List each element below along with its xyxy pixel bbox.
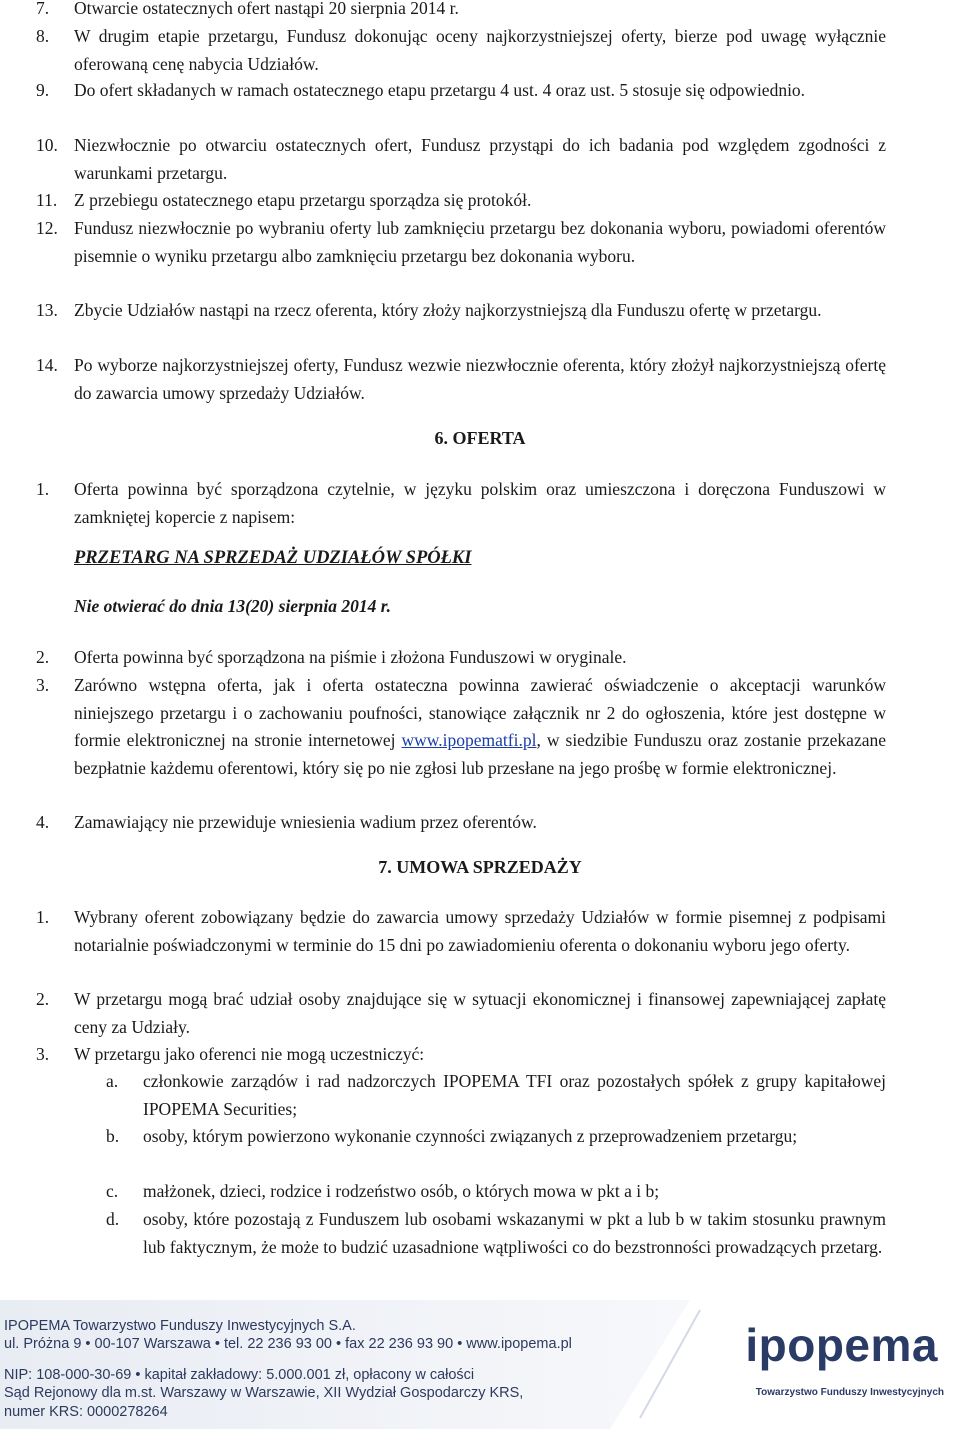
ipopematfi-link[interactable]: www.ipopematfi.pl: [401, 730, 537, 750]
footer-krs: numer KRS: 0000278264: [4, 1404, 168, 1420]
sub-list-item: c. małżonek, dzieci, rodzice i rodzeństwo osób, o których mowa w pkt a i b;: [106, 1181, 660, 1201]
footer-nip: NIP: 108-000-30-69 • kapitał zakładowy: 5.000.001 zł, opłacony w całości: [4, 1367, 475, 1383]
list-item: 13. Zbycie Udziałów nastąpi na rzecz oferenta, który złoży najkorzystniejszą dla Funduszu ofertę w przetargu.: [36, 300, 822, 320]
list-item: 2. W przetargu mogą brać udział osoby znajdujące się w sytuacji ekonomicznej i finansowej zapewniającej zapłatę ceny za Udziały.: [36, 989, 886, 1037]
list-item: 7. Otwarcie ostatecznych ofert nastąpi 20 sierpnia 2014 r.: [36, 0, 459, 18]
sub-list-item: b. osoby, którym powierzono wykonanie czynności związanych z przeprowadzeniem przetargu;: [106, 1126, 798, 1146]
sub-list-item: a. członkowie zarządów i rad nadzorczych IPOPEMA TFI oraz pozostałych spółek z grupy kapitałowej IPOPEMA Securities;: [106, 1071, 886, 1119]
footer-court: Sąd Rejonowy dla m.st. Warszawy w Warszawie, XII Wydział Gospodarczy KRS,: [4, 1385, 524, 1401]
envelope-title: PRZETARG NA SPRZEDAŻ UDZIAŁÓW SPÓŁKI: [74, 548, 472, 568]
list-item: 2. Oferta powinna być sporządzona na piśmie i złożona Funduszowi w oryginale.: [36, 647, 627, 667]
list-item: 9. Do ofert składanych w ramach ostatecznego etapu przetargu 4 ust. 4 oraz ust. 5 stosuje się odpowiednio.: [36, 80, 806, 100]
sub-list-item: d. osoby, które pozostają z Funduszem lub osobami wskazanymi w pkt a lub b w takim stosunku prawnym lub faktycznym, że może to budzić uzasadnione wątpliwości co do bezstronności prowadzących przetarg.: [106, 1209, 886, 1257]
logo-tagline: Towarzystwo Funduszy Inwestycyjnych: [755, 1387, 944, 1398]
list-item: 8. W drugim etapie przetargu, Fundusz dokonując oceny najkorzystniejszej oferty, bierze pod uwagę wyłącznie oferowaną cenę nabycia Udziałów.: [36, 26, 886, 74]
section-7-heading: 7. UMOWA SPRZEDAŻY: [378, 857, 582, 877]
list-item: 4. Zamawiający nie przewiduje wniesienia wadium przez oferentów.: [36, 812, 537, 832]
list-item: 3. W przetargu jako oferenci nie mogą uczestniczyć:: [36, 1044, 425, 1064]
list-item: 14. Po wyborze najkorzystniejszej oferty, Fundusz wezwie niezwłocznie oferenta, który złożył najkorzystniejszą ofertę do zawarcia umowy sprzedaży Udziałów.: [36, 355, 886, 403]
list-item: 1. Wybrany oferent zobowiązany będzie do zawarcia umowy sprzedaży Udziałów w formie pisemnej z podpisami notarialnie poświadczonymi w terminie do 15 dni po zawiadomieniu oferenta o dokonaniu wyboru jego oferty.: [36, 907, 886, 955]
list-item: 1. Oferta powinna być sporządzona czytelnie, w języku polskim oraz umieszczona i doręczona Funduszowi w zamkniętej kopercie z napisem:: [36, 479, 886, 527]
footer-address: ul. Próżna 9 • 00-107 Warszawa • tel. 22 236 93 00 • fax 22 236 93 90 • www.ipopema.pl: [4, 1336, 572, 1352]
list-item: 12. Fundusz niezwłocznie po wybraniu oferty lub zamknięciu przetargu bez dokonania wyboru, powiadomi oferentów pisemnie o wyniku przetargu albo zamknięciu przetargu bez dokonania wyboru.: [36, 218, 886, 266]
footer-company: IPOPEMA Towarzystwo Funduszy Inwestycyjnych S.A.: [4, 1318, 356, 1334]
ipopema-logo: ipopema: [745, 1319, 938, 1371]
envelope-note: Nie otwierać do dnia 13(20) sierpnia 2014 r.: [74, 596, 391, 616]
list-item: 10. Niezwłocznie po otwarciu ostatecznych ofert, Fundusz przystąpi do ich badania pod względem zgodności z warunkami przetargu.: [36, 135, 886, 183]
page-footer: [0, 1300, 960, 1429]
section-6-heading: 6. OFERTA: [434, 428, 526, 448]
list-item: 11. Z przebiegu ostatecznego etapu przetargu sporządza się protokół.: [36, 190, 532, 210]
list-item: 3. Zarówno wstępna oferta, jak i oferta ostateczna powinna zawierać oświadczenie o akceptacji warunków niniejszego przetargu i o zachowaniu poufności, stanowiące załącznik nr 2 do ogłoszenia, które jest dostępne w formie elektronicznej na stronie internetowej www.ipopematfi.pl, w siedzibie Funduszu oraz zostanie przekazane bezpłatnie każdemu oferentowi, który się po nie zgłosi lub przesłane na jego prośbę w formie elektronicznej.: [36, 675, 887, 778]
